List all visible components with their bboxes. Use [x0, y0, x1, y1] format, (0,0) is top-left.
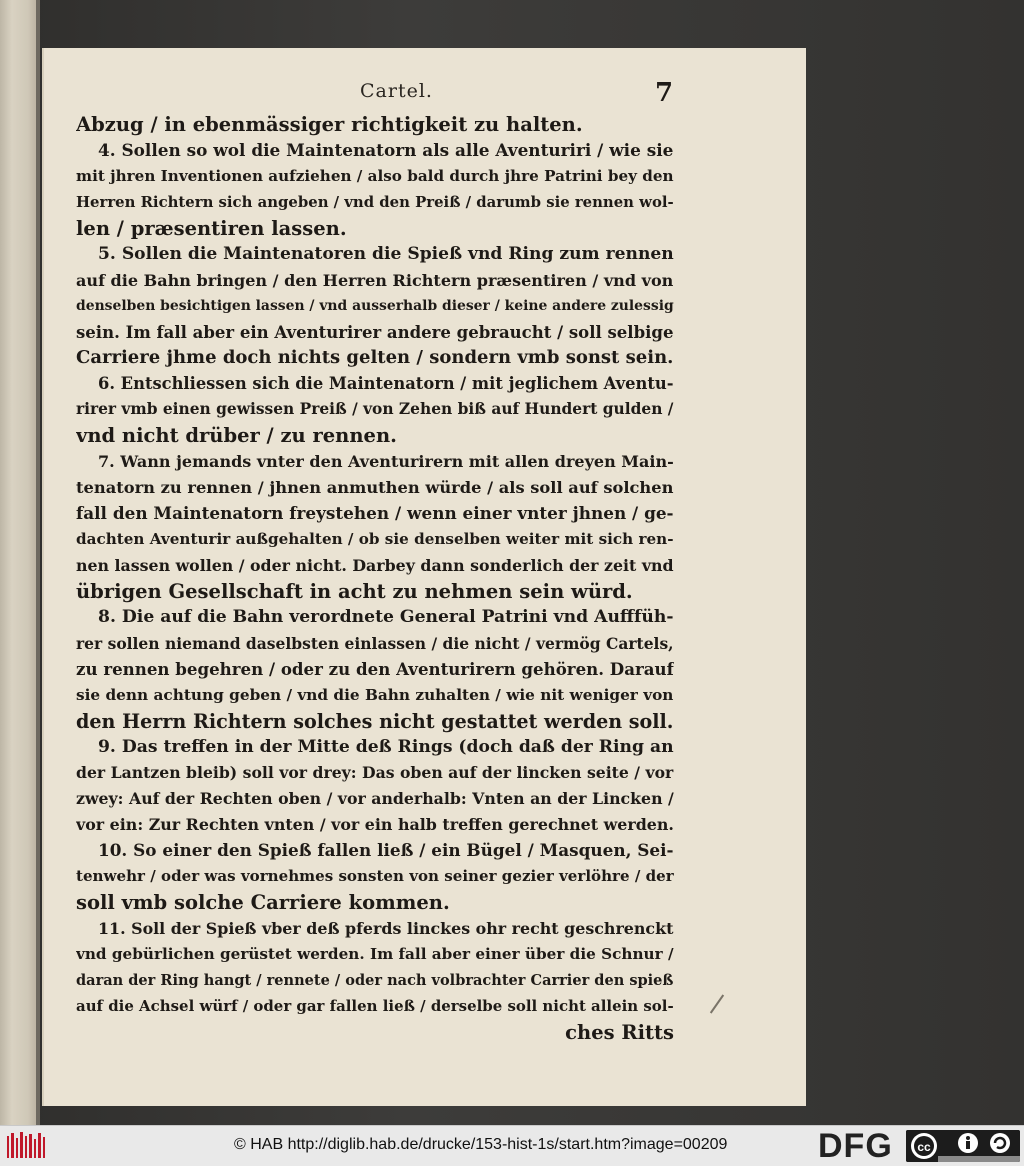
text-line: Carriere jhme doch nichts gelten / sondern vmb sonst sein.: [76, 347, 674, 369]
text-line: fall den Maintenatorn freystehen / wenn einer vnter jhnen / ge-: [76, 503, 674, 524]
footer-bar: [0, 1125, 1024, 1166]
text-line: len / præsentiren lassen.: [76, 216, 347, 240]
page-number: 7: [655, 78, 674, 108]
text-line: auf die Bahn bringen / den Herren Richtern præsentiren / vnd von: [76, 270, 674, 290]
text-line: daran der Ring hangt / rennete / oder nach volbrachter Carrier den spieß: [76, 971, 674, 989]
text-line: tenwehr / oder was vornehmes sonsten von seiner gezier verlöhre / der: [76, 867, 674, 886]
cc-by-sa-icon[interactable]: [906, 1130, 1020, 1162]
text-line: 6. Entschliessen sich die Maintenatorn / mit jeglichem Aventu-: [98, 374, 674, 394]
text-line: tenatorn zu rennen / jhnen anmuthen würde / als soll auf solchen: [76, 478, 674, 498]
text-line: Abzug / in ebenmässiger richtigkeit zu halten.: [76, 113, 583, 136]
text-line: den Herrn Richtern solches nicht gestattet werden soll.: [76, 709, 674, 733]
text-line: sie denn achtung geben / vnd die Bahn zuhalten / wie nit weniger von: [76, 685, 674, 704]
page-body-text: [76, 112, 674, 1046]
book-page: [42, 48, 806, 1106]
text-line: sein. Im fall aber ein Aventurirer andere gebraucht / soll selbige: [76, 321, 674, 342]
barcode-icon: [6, 1130, 46, 1162]
dfg-logo[interactable]: DFG: [818, 1127, 893, 1165]
text-line: übrigen Gesellschaft in acht zu nehmen sein würd.: [76, 579, 633, 603]
text-line: 7. Wann jemands vnter den Aventurirern mit allen dreyen Main-: [98, 452, 674, 472]
text-line: vnd nicht drüber / zu rennen.: [76, 424, 397, 448]
text-line: rer sollen niemand daselbsten einlassen / die nicht / vermög Cartels,: [76, 633, 674, 653]
text-line: auf die Achsel würf / oder gar fallen ließ / derselbe soll nicht allein sol-: [76, 996, 674, 1015]
copyright-link[interactable]: © HAB http://diglib.hab.de/drucke/153-hist-1s/start.htm?image=00209: [234, 1136, 728, 1153]
catchword: ches Ritts: [565, 1020, 674, 1044]
text-line: zwey: Auf der Rechten oben / vor anderhalb: Vnten an der Lincken /: [76, 789, 674, 809]
text-line: nen lassen wollen / oder nicht. Darbey dann sonderlich der zeit vnd: [76, 555, 674, 575]
page-header: [42, 78, 806, 112]
page-curl-mark: [710, 994, 724, 1013]
text-line: denselben besichtigen lassen / vnd ausserhalb dieser / keine andere zulessig: [76, 297, 674, 314]
text-line: 11. Soll der Spieß vber deß pferds linckes ohr recht geschrenckt: [98, 919, 674, 939]
text-line: soll vmb solche Carriere kommen.: [76, 891, 450, 915]
text-line: rirer vmb einen gewissen Preiß / von Zehen biß auf Hundert gulden /: [76, 400, 674, 419]
text-line: 10. So einer den Spieß fallen ließ / ein Bügel / Masquen, Sei-: [98, 840, 674, 861]
running-head: Cartel.: [360, 80, 433, 102]
text-line: der Lantzen bleib) soll vor drey: Das oben auf der lincken seite / vor: [76, 763, 674, 783]
text-line: mit jhren Inventionen aufziehen / also bald durch jhre Patrini bey den: [76, 166, 674, 185]
text-line: zu rennen begehren / oder zu den Aventurirern gehören. Darauf: [76, 658, 674, 679]
text-line: dachten Aventurir außgehalten / ob sie denselben weiter mit sich ren-: [76, 530, 674, 548]
text-line: 4. Sollen so wol die Maintenatorn als alle Aventuriri / wie sie: [98, 139, 674, 160]
text-line: vor ein: Zur Rechten vnten / vor ein halb treffen gerechnet werden.: [76, 815, 674, 835]
text-line: vnd gebürlichen gerüstet werden. Im fall aber einer über die Schnur /: [76, 945, 674, 963]
text-line: 8. Die auf die Bahn verordnete General Patrini vnd Aufffüh-: [98, 606, 674, 627]
text-line: 9. Das treffen in der Mitte deß Rings (doch daß der Ring an: [98, 736, 674, 757]
book-spine-edge: [0, 0, 40, 1125]
svg-text:cc: cc: [917, 1140, 931, 1154]
text-line: Herren Richtern sich angeben / vnd den Preiß / darumb sie rennen wol-: [76, 192, 674, 211]
text-line: 5. Sollen die Maintenatoren die Spieß vnd Ring zum rennen: [98, 243, 674, 264]
